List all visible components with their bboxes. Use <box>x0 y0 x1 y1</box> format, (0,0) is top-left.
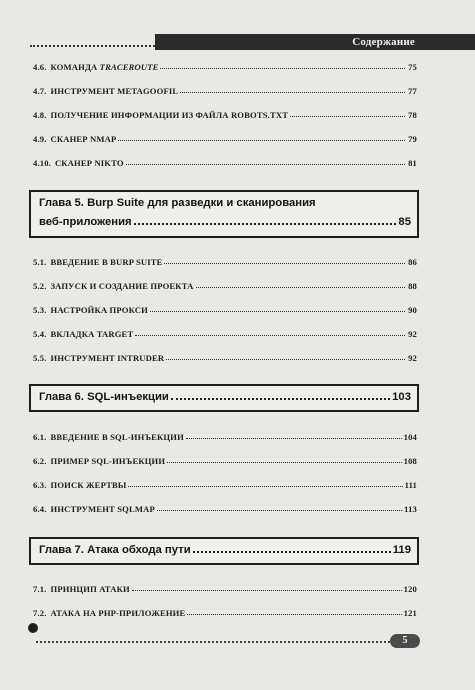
entry-page: 88 <box>408 281 417 291</box>
entry-label: ИНСТРУМЕНТ METAGOOFIL <box>50 86 179 96</box>
entry-label: ПРИНЦИП АТАКИ <box>50 584 130 594</box>
dot-leader <box>126 164 405 165</box>
entry-number: 6.2. <box>33 456 47 466</box>
entry-label: ВВЕДЕНИЕ В BURP SUITE <box>50 257 163 267</box>
toc-entry-6-4[interactable] <box>33 500 417 514</box>
dot-leader <box>160 68 405 69</box>
chapter-title: Глава 5. Burp Suite для разведки и сканирования <box>39 197 316 209</box>
toc-entry-6-2[interactable] <box>33 452 417 466</box>
entry-label: ИНСТРУМЕНТ SQLMAP <box>50 504 155 514</box>
entry-number: 6.3. <box>33 480 47 490</box>
entry-number: 4.8. <box>33 110 47 120</box>
chapter-7-heading[interactable] <box>29 537 419 565</box>
entry-page: 120 <box>403 584 417 594</box>
chapter-page: 85 <box>398 216 411 228</box>
dot-leader <box>167 462 401 463</box>
chapter-title-row <box>39 544 411 556</box>
entry-number: 6.4. <box>33 504 47 514</box>
entry-page: 104 <box>403 432 417 442</box>
chapter-title-row <box>39 391 411 403</box>
footer-dotted-rule <box>36 641 390 643</box>
entry-page: 121 <box>403 608 417 618</box>
dot-leader <box>196 287 406 288</box>
dot-leader <box>128 486 402 487</box>
dot-leader <box>193 551 391 553</box>
entry-label: АТАКА НА PHP-ПРИЛОЖЕНИЕ <box>50 608 186 618</box>
entry-number: 7.2. <box>33 608 47 618</box>
dot-leader <box>166 359 405 360</box>
entry-number: 4.9. <box>33 134 47 144</box>
entry-label: ВКЛАДКА TARGET <box>50 329 134 339</box>
toc-entry-6-1[interactable] <box>33 428 417 442</box>
entry-number: 4.6. <box>33 62 47 72</box>
toc-entry-4-6[interactable] <box>33 58 417 72</box>
toc-entry-4-7[interactable] <box>33 82 417 96</box>
chapter-5-heading[interactable] <box>29 190 419 238</box>
entry-number: 4.10. <box>33 158 51 168</box>
entry-page: 86 <box>408 257 417 267</box>
dot-leader <box>290 116 405 117</box>
dot-leader <box>135 335 405 336</box>
chapter-page: 119 <box>392 544 411 556</box>
entry-label: ВВЕДЕНИЕ В SQL-ИНЪЕКЦИИ <box>50 432 184 442</box>
toc-entry-4-10[interactable] <box>33 154 417 168</box>
chapter-title-cont: веб-приложения <box>39 216 132 228</box>
chapter-title: Глава 6. SQL-инъекции <box>39 391 169 403</box>
chapter-title-row <box>39 216 411 228</box>
entry-number: 5.2. <box>33 281 47 291</box>
toc-entry-6-3[interactable] <box>33 476 417 490</box>
toc-entry-5-4[interactable] <box>33 325 417 339</box>
entry-page: 79 <box>408 134 417 144</box>
entry-label: ЗАПУСК И СОЗДАНИЕ ПРОЕКТА <box>50 281 194 291</box>
page-number: 5 <box>390 634 420 648</box>
entry-number: 4.7. <box>33 86 47 96</box>
header-bar <box>155 34 475 50</box>
footer-bullet-icon <box>28 623 38 633</box>
toc-entry-5-5[interactable] <box>33 349 417 363</box>
entry-page: 108 <box>403 456 417 466</box>
entry-page: 77 <box>408 86 417 96</box>
entry-label: ПОИСК ЖЕРТВЫ <box>50 480 127 490</box>
entry-page: 92 <box>408 329 417 339</box>
entry-number: 5.4. <box>33 329 47 339</box>
toc-entry-5-2[interactable] <box>33 277 417 291</box>
entry-page: 78 <box>408 110 417 120</box>
entry-page: 90 <box>408 305 417 315</box>
entry-page: 113 <box>404 504 417 514</box>
dot-leader <box>171 398 390 400</box>
entry-page: 75 <box>408 62 417 72</box>
entry-number: 5.1. <box>33 257 47 267</box>
dot-leader <box>157 510 402 511</box>
toc-entry-4-8[interactable] <box>33 106 417 120</box>
chapter-page: 103 <box>392 391 411 403</box>
chapter-title: Глава 7. Атака обхода пути <box>39 544 191 556</box>
toc-entry-5-1[interactable] <box>33 253 417 267</box>
entry-label: ПОЛУЧЕНИЕ ИНФОРМАЦИИ ИЗ ФАЙЛА ROBOTS.TXT <box>50 110 289 120</box>
entry-number: 6.1. <box>33 432 47 442</box>
entry-page: 111 <box>404 480 417 490</box>
entry-label: СКАНЕР NMAP <box>50 134 117 144</box>
entry-page: 81 <box>408 158 417 168</box>
toc-entry-4-9[interactable] <box>33 130 417 144</box>
dot-leader <box>150 311 405 312</box>
toc-entry-7-2[interactable] <box>33 604 417 618</box>
entry-number: 7.1. <box>33 584 47 594</box>
dot-leader <box>186 438 402 439</box>
entry-number: 5.3. <box>33 305 47 315</box>
entry-page: 92 <box>408 353 417 363</box>
dot-leader <box>132 590 402 591</box>
dot-leader <box>187 614 401 615</box>
entry-label: СКАНЕР NIKTO <box>54 158 124 168</box>
header-dotted-rule <box>30 45 155 47</box>
dot-leader <box>118 140 405 141</box>
dot-leader <box>180 92 405 93</box>
entry-label: ИНСТРУМЕНТ INTRUDER <box>50 353 165 363</box>
entry-label: НАСТРОЙКА ПРОКСИ <box>50 305 148 315</box>
entry-number: 5.5. <box>33 353 47 363</box>
entry-label: ПРИМЕР SQL-ИНЪЕКЦИИ <box>50 456 166 466</box>
dot-leader <box>134 223 397 225</box>
chapter-6-heading[interactable] <box>29 384 419 412</box>
page-title: Содержание <box>352 36 415 48</box>
toc-entry-7-1[interactable] <box>33 580 417 594</box>
toc-entry-5-3[interactable] <box>33 301 417 315</box>
dot-leader <box>164 263 405 264</box>
entry-label: КОМАНДА TRACEROUTE <box>50 62 159 72</box>
